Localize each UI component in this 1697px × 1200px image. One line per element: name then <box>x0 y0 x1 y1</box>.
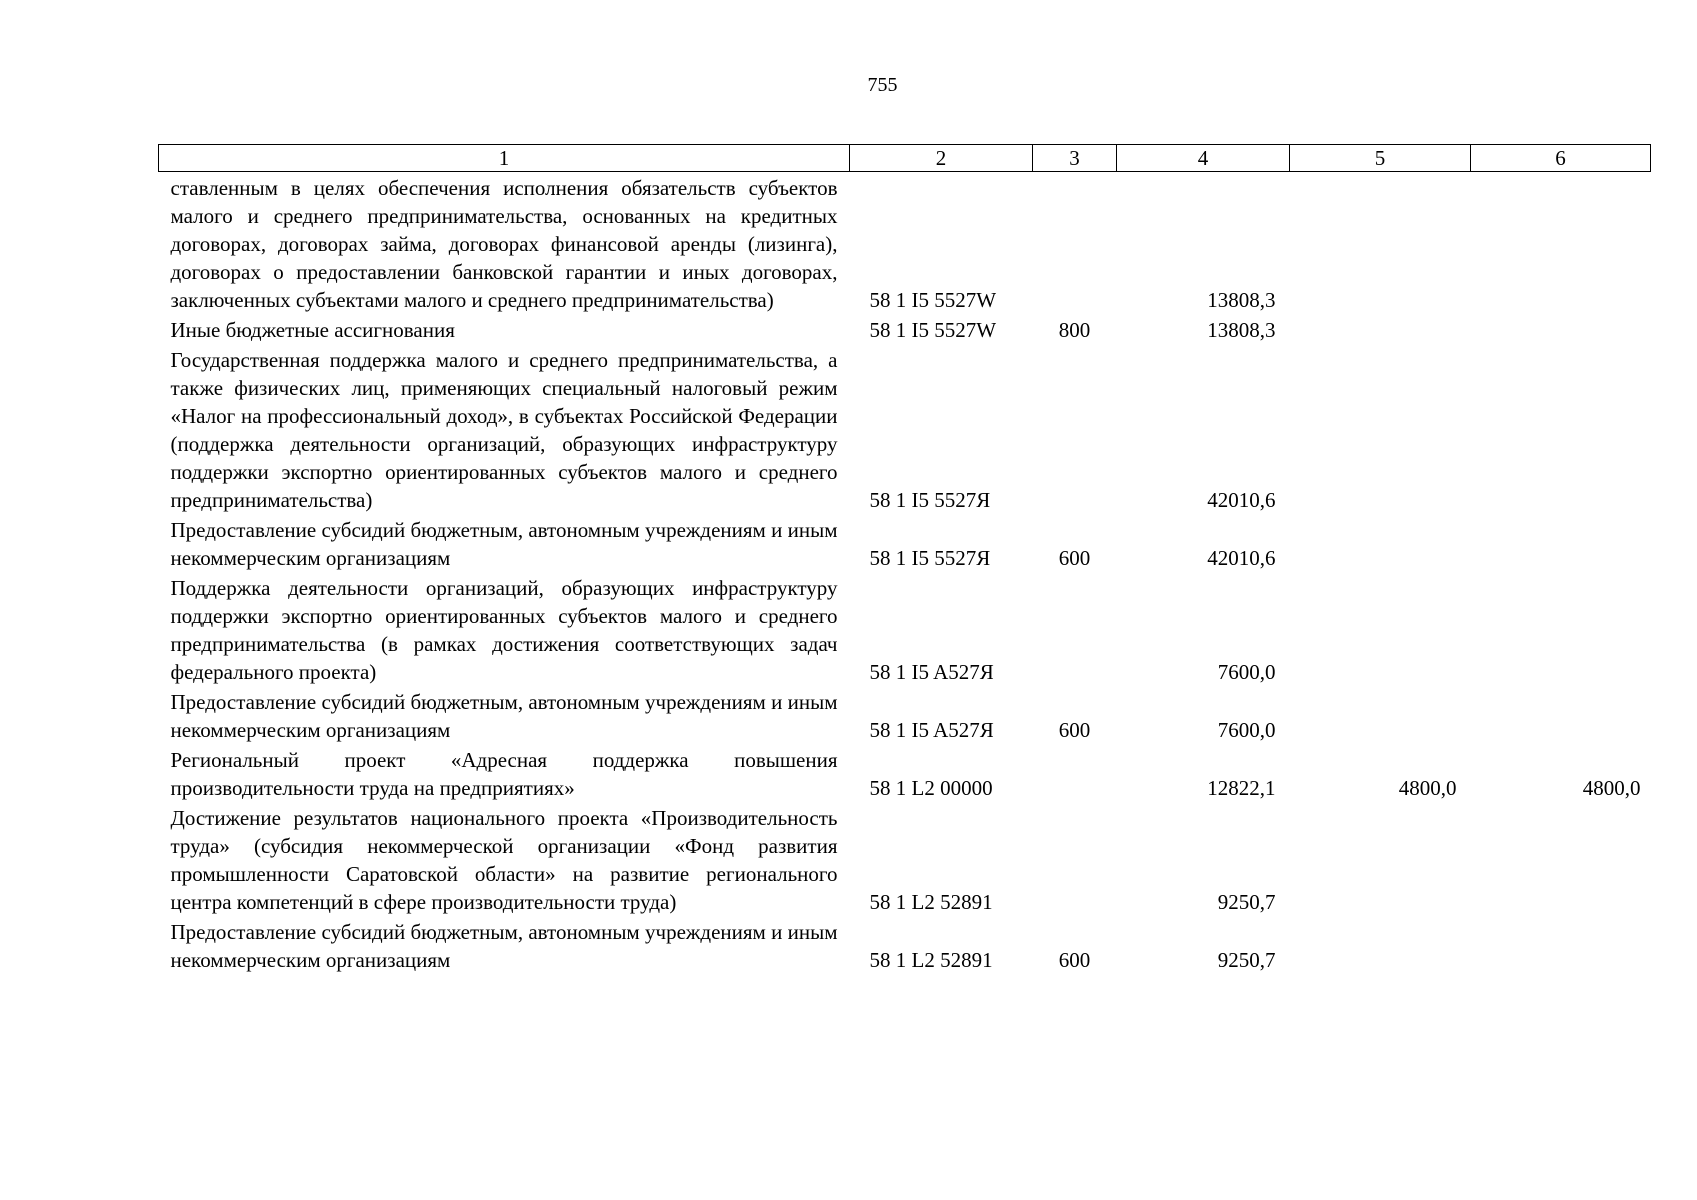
row-name: Достижение результатов национального проекта «Производительность труда» (субсидия некоммерческой организации «Фонд развития промышленности Саратовской области» на развитие регионального центра компетенций в сфере производительности труда) <box>170 806 838 914</box>
row-expense-type: 800 <box>1058 318 1091 342</box>
row-sum-2 <box>1290 686 1471 744</box>
table-row <box>159 744 1651 802</box>
row-sum-2 <box>1290 572 1471 686</box>
row-expense-type: 600 <box>1058 948 1091 972</box>
row-expense-type <box>1033 572 1117 686</box>
row-sum-2 <box>1290 344 1471 514</box>
row-sum-3 <box>1471 314 1651 344</box>
row-sum-2 <box>1290 802 1471 916</box>
row-sum-3: 4800,0 <box>1582 776 1641 800</box>
row-code: 58 1 L2 52891 <box>869 948 993 972</box>
row-expense-type: 600 <box>1058 546 1091 570</box>
column-header-6: 6 <box>1471 145 1651 172</box>
row-code: 58 1 L2 52891 <box>869 890 993 914</box>
row-sum-3 <box>1471 344 1651 514</box>
table-row <box>159 172 1651 315</box>
row-name: Поддержка деятельности организаций, образующих инфраструктуру поддержки экспортно ориентированных субъектов малого и среднего предпринимательства (в рамках достижения соответствующих задач федерального проекта) <box>170 576 838 684</box>
column-header-1: 1 <box>159 145 850 172</box>
row-name: Предоставление субсидий бюджетным, автономным учреждениям и иным некоммерческим организациям <box>170 518 838 570</box>
column-header-4: 4 <box>1117 145 1290 172</box>
row-name: Иные бюджетные ассигнования <box>170 318 455 342</box>
table-row <box>159 514 1651 572</box>
table-row <box>159 344 1651 514</box>
row-sum-2 <box>1290 514 1471 572</box>
row-sum-1: 13808,3 <box>1207 318 1276 342</box>
row-sum-3 <box>1471 172 1651 315</box>
row-sum-1: 13808,3 <box>1207 288 1276 312</box>
row-name: Предоставление субсидий бюджетным, автономным учреждениям и иным некоммерческим организациям <box>170 920 838 972</box>
row-sum-1: 7600,0 <box>1217 718 1276 742</box>
row-sum-1: 12822,1 <box>1207 776 1276 800</box>
row-expense-type <box>1033 744 1117 802</box>
row-sum-1: 42010,6 <box>1207 488 1276 512</box>
row-sum-3 <box>1471 916 1651 974</box>
row-sum-3 <box>1471 572 1651 686</box>
row-sum-1: 9250,7 <box>1217 948 1276 972</box>
column-header-2: 2 <box>850 145 1033 172</box>
table-header-row <box>159 145 1651 172</box>
row-expense-type: 600 <box>1058 718 1091 742</box>
row-name: Государственная поддержка малого и среднего предпринимательства, а также физических лиц, применяющих специальный налоговый режим «Налог на профессиональный доход», в субъектах Российской Федерации (поддержка деятельности организаций, образующих инфраструктуру поддержки экспортно ориентированных субъектов малого и среднего предпринимательства) <box>170 348 838 512</box>
row-code: 58 1 I5 5527Я <box>869 488 991 512</box>
row-sum-3 <box>1471 802 1651 916</box>
row-expense-type <box>1033 344 1117 514</box>
page-number: 755 <box>867 74 898 96</box>
row-sum-3 <box>1471 686 1651 744</box>
row-code: 58 1 I5 A527Я <box>869 660 994 684</box>
row-code: 58 1 I5 5527Я <box>869 546 991 570</box>
row-expense-type <box>1033 172 1117 315</box>
row-code: 58 1 I5 5527W <box>869 318 997 342</box>
table-row <box>159 802 1651 916</box>
row-code: 58 1 I5 5527W <box>869 288 997 312</box>
table-row <box>159 686 1651 744</box>
column-header-3: 3 <box>1033 145 1117 172</box>
row-sum-2 <box>1290 314 1471 344</box>
row-sum-2 <box>1290 172 1471 315</box>
row-name: Предоставление субсидий бюджетным, автономным учреждениям и иным некоммерческим организациям <box>170 690 838 742</box>
row-sum-3 <box>1471 514 1651 572</box>
row-code: 58 1 L2 00000 <box>869 776 993 800</box>
table-row <box>159 314 1651 344</box>
row-sum-1: 9250,7 <box>1217 890 1276 914</box>
budget-table <box>158 144 1651 974</box>
row-code: 58 1 I5 A527Я <box>869 718 994 742</box>
row-sum-2: 4800,0 <box>1398 776 1457 800</box>
row-name: ставленным в целях обеспечения исполнения обязательств субъектов малого и среднего предпринимательства, основанных на кредитных договорах, договорах займа, договорах финансовой аренды (лизинга), договорах о предоставлении банковской гарантии и иных договорах, заключенных субъектами малого и среднего предпринимательства) <box>170 176 838 312</box>
row-sum-1: 7600,0 <box>1217 660 1276 684</box>
row-sum-2 <box>1290 916 1471 974</box>
column-header-5: 5 <box>1290 145 1471 172</box>
row-sum-1: 42010,6 <box>1207 546 1276 570</box>
table-row <box>159 916 1651 974</box>
row-name: Региональный проект «Адресная поддержка повышения производительности труда на предприятиях» <box>170 748 838 800</box>
row-expense-type <box>1033 802 1117 916</box>
table-row <box>159 572 1651 686</box>
